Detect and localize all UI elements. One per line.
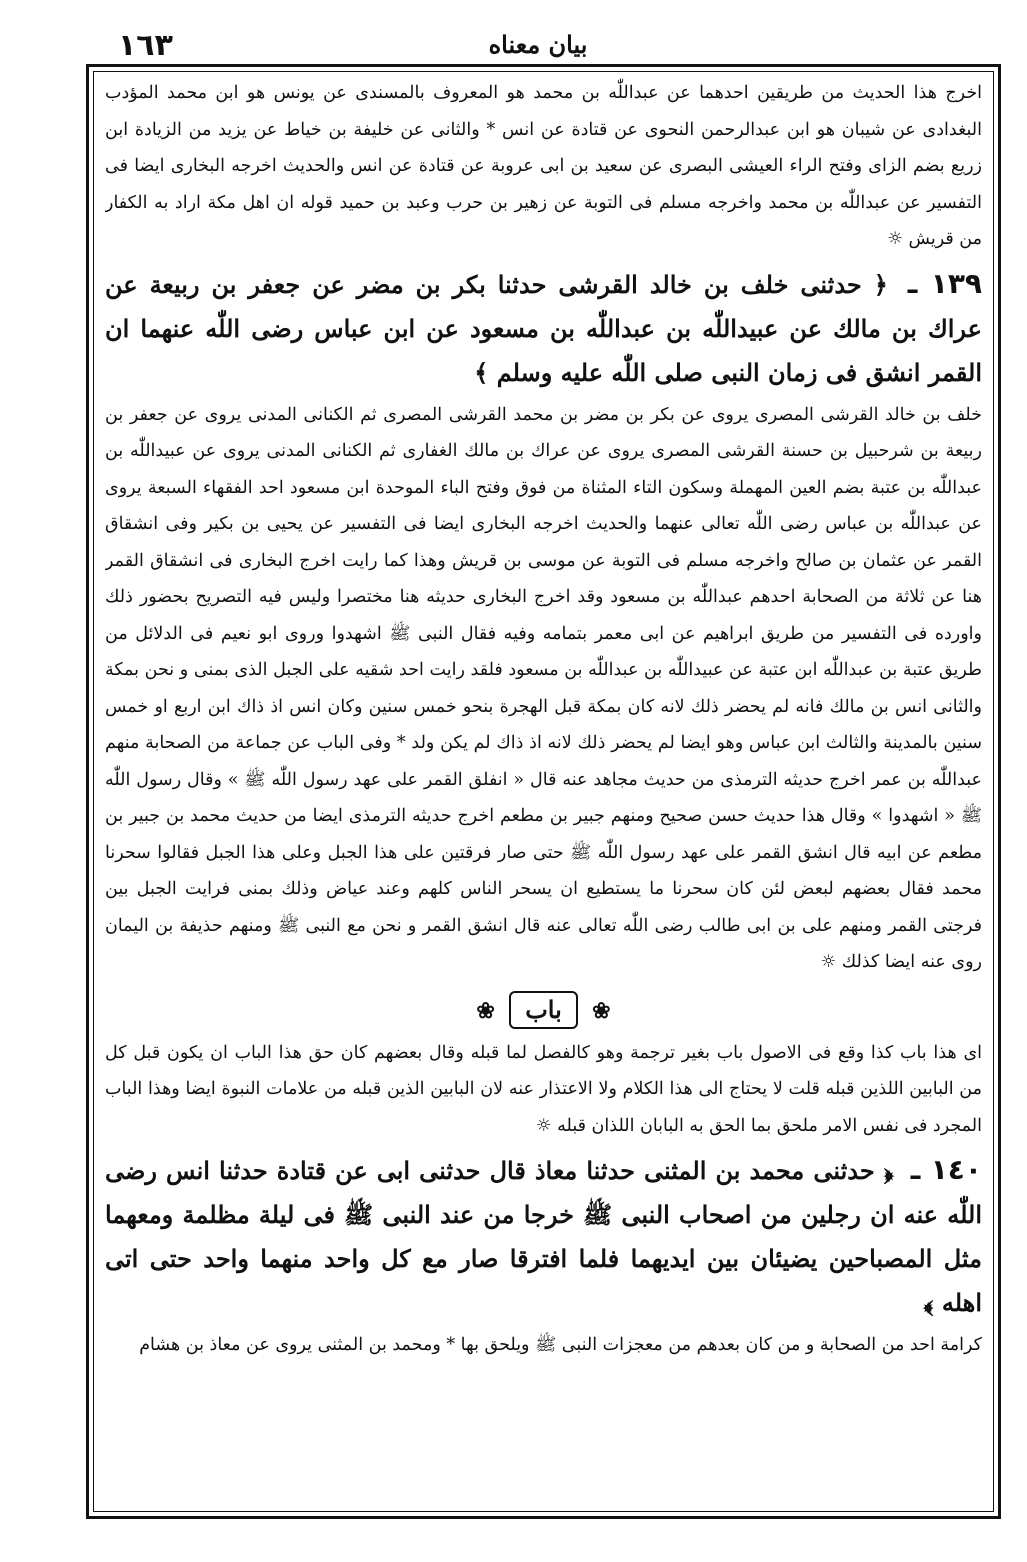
ornament-icon: ❀ [476,997,495,1024]
commentary-paragraph: خلف بن خالد القرشى المصرى يروى عن بكر بن مضر بن محمد القرشى المصرى ثم الكنانى المدنى يروى عن جعفر بن ربيعة بن شرحبيل بن حسنة القرشى المصرى يروى عن عراك بن مالك الغفارى ثم الكنانى المدنى يروى عن عبيداللّٰه بن عبداللّٰه بن عتبة بضم العين المهملة وسكون التاء المثناة من فوق وفتح الباء الموحدة ابن مسعود احد الفقهاء السبعة يروى عن عبداللّٰه بن عباس رضى اللّٰه تعالى عنهما والحديث اخرجه البخارى ايضا فى التفسير عن يحيى بن بكير وفى انشقاق القمر عن عثمان بن صالح واخرجه مسلم فى التوبة عن موسى بن قريش وهذا كما رايت اخرج البخارى فى انشقاق القمر هنا عن ثلاثة من الصحابة احدهم عبداللّٰه بن مسعود وقد اخرج البخارى حديثه هنا مختصرا وليس فيه التصريح بحضور ذلك واورده فى التفسير من طريق ابراهيم عن ابى معمر بتمامه وفيه فقال النبى ﷺ اشهدوا وروى ابو نعيم فى الدلائل من طريق عتبة بن عبداللّٰه ابن عتبة عن عبيداللّٰه بن عبداللّٰه بن مسعود فلقد رايت احد شقيه على الجبل الذى بمنى و نحن بمكة والثانى انس بن مالك فانه لم يحضر ذلك لانه كان بمكة قبل الهجرة بنحو خمس سنين وكان انس اذ ذاك ابن اربع او خمس سنين بالمدينة والثالث ابن عباس وهو ايضا لم يحضر ذلك لانه اذ ذاك لم يكن ولد * وفى الباب عن جماعة من الصحابة منهم عبداللّٰه بن عمر اخرج حديثه الترمذى من حديث مجاهد عنه قال « انفلق القمر على عهد رسول اللّٰه ﷺ » وقال رسول اللّٰه ﷺ « اشهدوا » وقال هذا حديث حسن صحيح ومنهم جبير بن مطعم اخرج حديثه الترمذى ايضا من حديث محمد بن جبير بن مطعم عن ابيه قال انشق القمر على عهد رسول اللّٰه ﷺ حتى صار فرقتين على هذا الجبل وعلى هذا الجبل فقالوا سحرنا محمد فقال بعضهم لبعض لئن كان سحرنا ما يستطيع ان يسحر الناس كلهم وعند عياض وذلك بمنى فرايت الجبل بين فرجتى القمر ومنهم على بن ابى طالب رضى اللّٰه تعالى عنه قال انشق القمر و نحن مع النبى ﷺ ومنهم حذيفة بن اليمان روى عنه ايضا كذلك ☼ [105,404,982,972]
text-frame [86,64,1001,1519]
hadith-139 [105,262,982,395]
commentary-paragraph: اى هذا باب كذا وقع فى الاصول باب بغير ترجمة وهو كالفصل لما قبله وقال بعضهم كان حق هذا الباب ان يكون قبل كل من البابين اللذين قبله قلت لا يحتاج الى هذا الكلام ولا الاعتذار عنه لان البابين الذين قبله من علامات النبوة ايضا وهذا الباب المجرد فى نفس الامر ملحق بما الحق به البابان اللذان قبله ☼ [105,1042,982,1136]
commentary-paragraph: اخرج هذا الحديث من طريقين احدهما عن عبداللّٰه بن محمد هو المعروف بالمسندى عن يونس هو ابن محمد المؤدب البغدادى عن شيبان هو ابن عبدالرحمن النحوى عن قتادة عن انس * والثانى عن خليفة بن خياط عن يزيد من الزيادة ابن زريع بضم الزاى وفتح الراء العيشى البصرى عن سعيد بن ابى عروبة عن قتادة عن انس والحديث اخرجه البخارى ايضا فى التفسير عن عبداللّٰه بن محمد واخرجه مسلم فى التوبة عن زهير بن حرب وعبد بن حميد قوله ان اهل مكة اراد به الكفار من قريش ☼ [105,83,982,249]
hadith-number: ١٣٩ ـ [907,266,982,300]
hadith-number: ١٤٠ ـ [910,1153,982,1186]
chapter-heading [105,991,982,1029]
chapter-label: باب [509,991,578,1029]
page-header [78,28,998,64]
hadith-text: ﴿ حدثنى خلف بن خالد القرشى حدثنا بكر بن مضر عن جعفر بن ربيعة عن عراك بن مالك عن عبيداللّٰه بن عبداللّٰه بن مسعود عن ابن عباس رضى اللّٰه عنهما ان القمر انشق فى زمان النبى صلى اللّٰه عليه وسلم ﴾ [105,269,982,387]
hadith-140 [105,1148,982,1325]
page-number: ١٦٣ [118,28,173,63]
text-body [105,75,982,1508]
ornament-icon: ❀ [592,997,611,1024]
commentary-paragraph: كرامة احد من الصحابة و من كان بعدهم من معجزات النبى ﷺ ويلحق بها * ومحمد بن المثنى يروى عن معاذ بن هشام [139,1335,982,1355]
hadith-text: ﴿ حدثنى محمد بن المثنى حدثنا معاذ قال حدثنى ابى عن قتادة حدثنا انس رضى اللّٰه عنه ان رجلين من اصحاب النبى ﷺ خرجا من عند النبى ﷺ فى ليلة مظلمة ومعهما مثل المصباحين يضيئان بين ايديهما فلما افترقا صار مع كل واحد منهما واحد حتى اتى اهله ﴾ [105,1156,982,1317]
running-title: بیان معناه [488,30,588,59]
